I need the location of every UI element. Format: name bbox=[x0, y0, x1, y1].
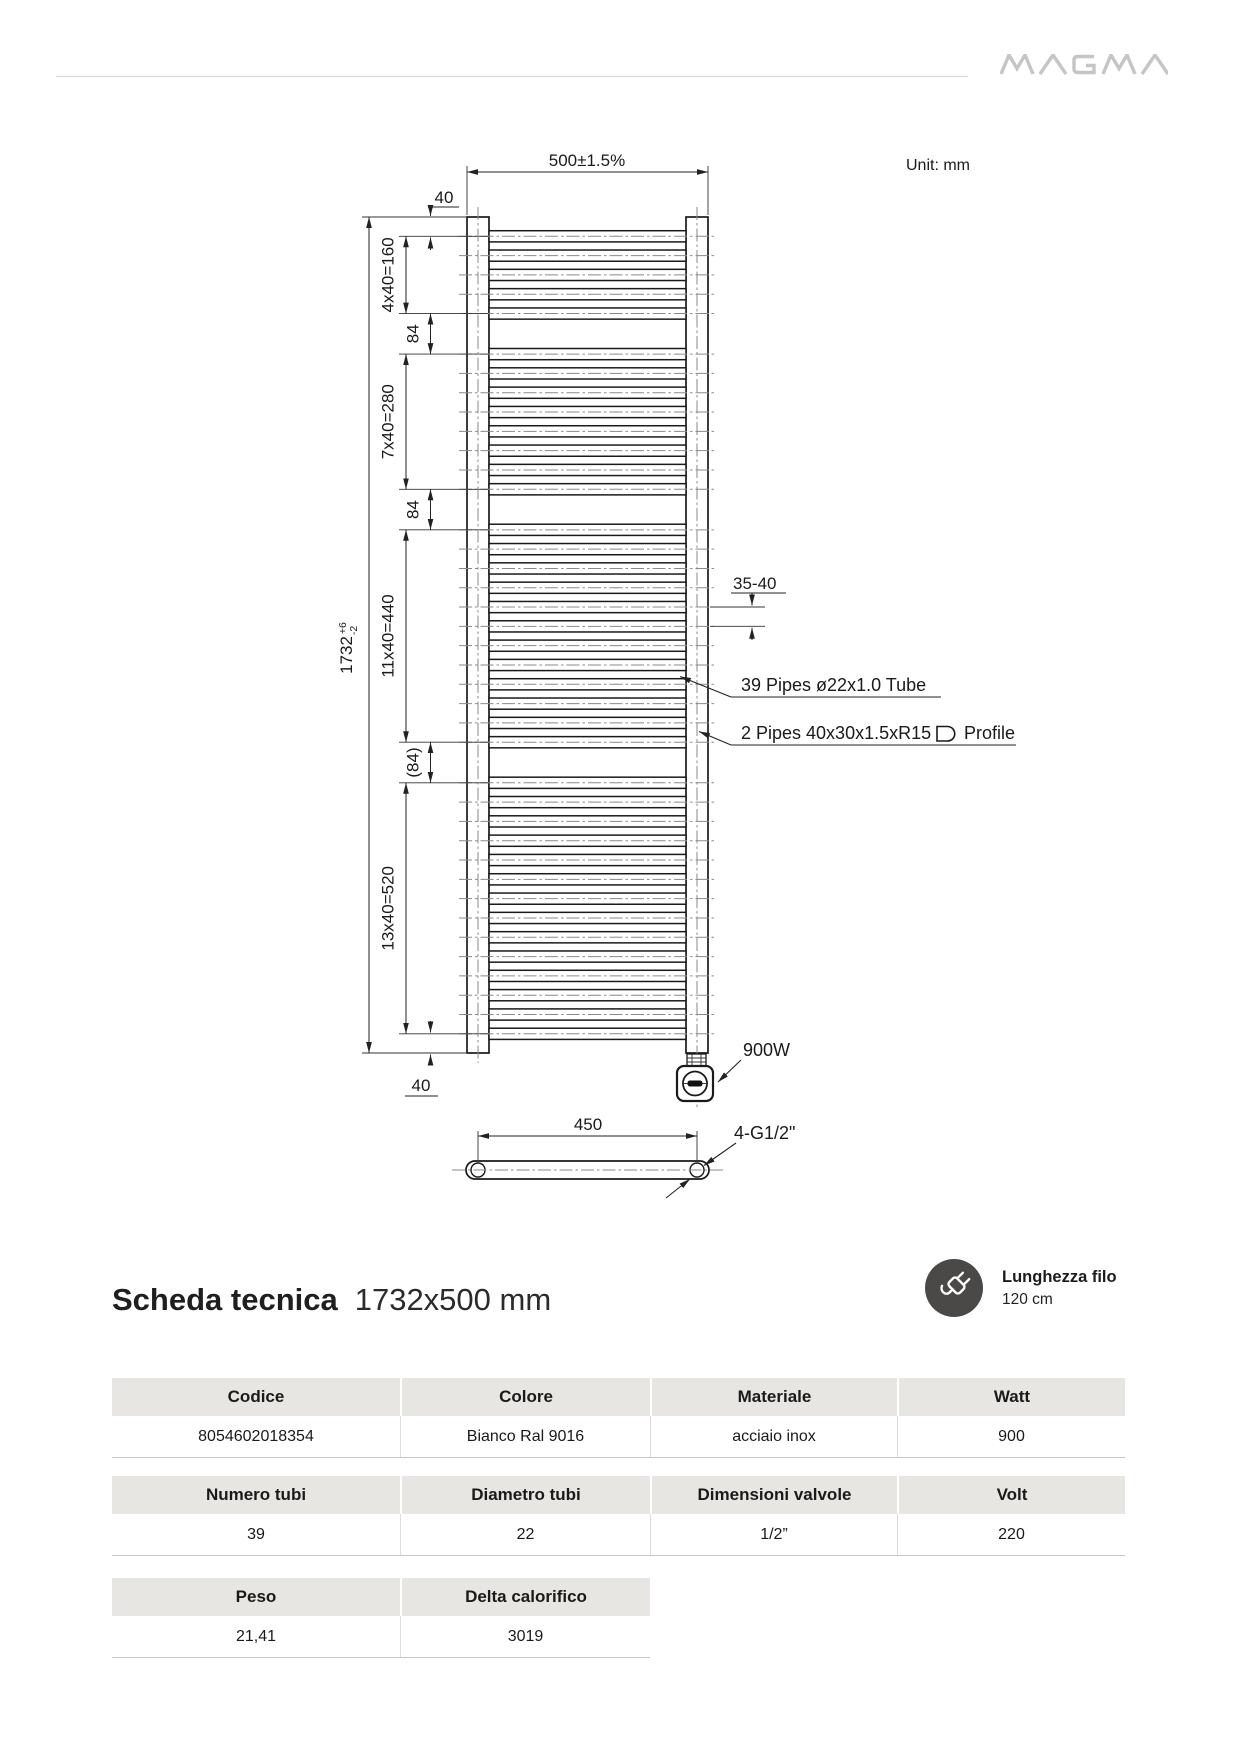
table-cell: acciaio inox bbox=[650, 1416, 897, 1457]
pipes-callout-label: 39 Pipes ø22x1.0 Tube bbox=[741, 675, 927, 695]
table-header-cell: Volt bbox=[897, 1476, 1125, 1514]
width-dimension-label: 500±1.5% bbox=[548, 151, 626, 170]
pipes-callout bbox=[680, 675, 941, 697]
gap-dimensions bbox=[404, 314, 431, 783]
bottom-offset-dimension bbox=[405, 1021, 438, 1096]
table-header-cell: Watt bbox=[897, 1378, 1125, 1416]
gap3-label: (84) bbox=[403, 747, 423, 778]
table-header-cell: Peso bbox=[112, 1578, 400, 1616]
plug-badge bbox=[925, 1259, 983, 1317]
title-block bbox=[112, 1282, 551, 1318]
table-cell: Bianco Ral 9016 bbox=[400, 1416, 650, 1457]
wall-distance-dimension bbox=[710, 574, 786, 640]
top-offset-label: 40 bbox=[434, 188, 454, 207]
table-header-cell: Dimensioni valvole bbox=[650, 1476, 897, 1514]
wall-distance-label: 35-40 bbox=[733, 574, 777, 593]
table-cell: 3019 bbox=[400, 1616, 650, 1657]
table-header-row bbox=[112, 1578, 650, 1616]
group4-label: 13x40=520 bbox=[378, 865, 398, 951]
gap2-label: 84 bbox=[403, 500, 423, 520]
pipes-layer bbox=[399, 231, 716, 1040]
table-cell: 8054602018354 bbox=[198, 1428, 314, 1445]
pipe-group-dimensions bbox=[379, 236, 407, 1034]
plug-icon bbox=[925, 1259, 983, 1317]
table-header-cell: Diametro tubi bbox=[400, 1476, 650, 1514]
table-cell: 22 bbox=[400, 1514, 650, 1555]
table-cell: 900 bbox=[897, 1416, 1125, 1457]
rounded-profile-icon bbox=[937, 727, 955, 742]
table-row bbox=[112, 1616, 650, 1658]
page-title: Scheda tecnica bbox=[112, 1282, 338, 1317]
spec-table-tubes bbox=[112, 1476, 1125, 1556]
table-header-cell: Numero tubi bbox=[112, 1476, 400, 1514]
heating-element bbox=[677, 1054, 713, 1101]
group2-label: 7x40=280 bbox=[378, 384, 398, 460]
plan-view bbox=[452, 1115, 723, 1179]
profile-callout-suffix: Profile bbox=[964, 723, 1016, 743]
radiator-rails bbox=[467, 217, 708, 1053]
group1-label: 4x40=160 bbox=[378, 237, 398, 313]
table-header-cell: Delta calorifico bbox=[400, 1578, 650, 1616]
profile-callout-label: 2 Pipes 40x30x1.5xR15 bbox=[741, 723, 932, 743]
table-header-cell: Codice bbox=[112, 1378, 400, 1416]
height-dimension-label: $1732^{+6}-2$ bbox=[337, 622, 360, 674]
cable-info bbox=[1002, 1268, 1117, 1309]
table-header-cell: Colore bbox=[400, 1378, 650, 1416]
cable-info-label: Lunghezza filo bbox=[1002, 1268, 1117, 1286]
table-header-row bbox=[112, 1378, 1125, 1416]
bottom-offset-label: 40 bbox=[411, 1076, 431, 1095]
holes-dimension-label: 450 bbox=[573, 1115, 603, 1134]
table-cell: 21,41 bbox=[235, 1628, 277, 1645]
spec-table-weight bbox=[112, 1578, 650, 1658]
table-row bbox=[112, 1416, 1125, 1458]
group3-label: 11x40=440 bbox=[378, 594, 398, 678]
height-dimension bbox=[337, 217, 466, 1053]
table-cell: 220 bbox=[897, 1514, 1125, 1555]
table-header-cell: Materiale bbox=[650, 1378, 897, 1416]
table-cell: 39 bbox=[247, 1526, 265, 1543]
profile-callout bbox=[699, 723, 1016, 745]
page-title-size: 1732x500 mm bbox=[354, 1282, 552, 1317]
table-row bbox=[112, 1514, 1125, 1556]
thread-label: 4-G1/2" bbox=[734, 1123, 796, 1143]
spec-table-general bbox=[112, 1378, 1125, 1458]
cable-info-value: 120 cm bbox=[1002, 1291, 1053, 1308]
power-label: 900W bbox=[743, 1040, 791, 1060]
table-header-row bbox=[112, 1476, 1125, 1514]
top-offset-dimension bbox=[428, 188, 459, 250]
width-dimension bbox=[467, 151, 708, 215]
unit-label: Unit: mm bbox=[906, 157, 970, 174]
table-cell: 1/2” bbox=[650, 1514, 897, 1555]
element-dial-bar bbox=[688, 1081, 703, 1087]
power-callout bbox=[718, 1040, 790, 1082]
gap1-label: 84 bbox=[403, 324, 423, 344]
element-gland bbox=[687, 1054, 706, 1066]
